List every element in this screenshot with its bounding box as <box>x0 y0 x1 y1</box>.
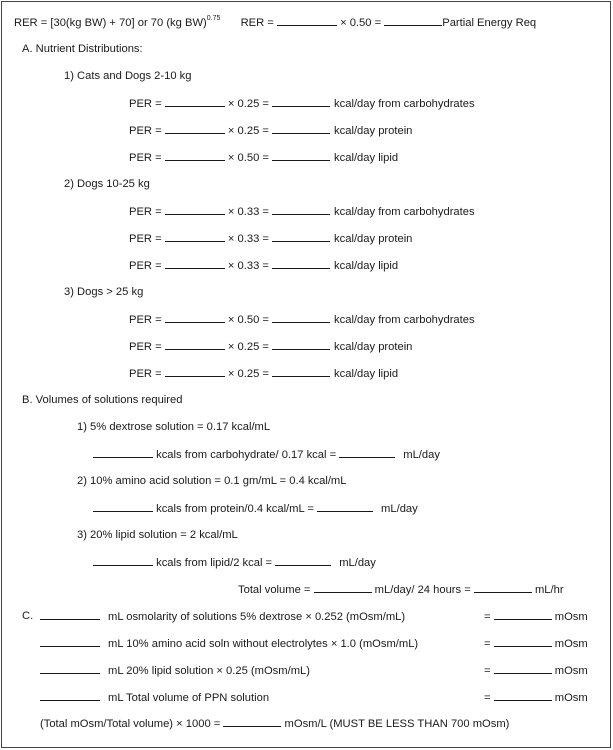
per-factor: × 0.33 = <box>227 233 269 245</box>
per-unit: kcal/day from carbohydrates <box>334 98 475 110</box>
volume-blank[interactable] <box>317 501 373 512</box>
total-volume-row <box>238 582 564 597</box>
per-label: PER = <box>129 314 162 326</box>
partial-energy-blank[interactable] <box>384 15 442 26</box>
osm-result <box>484 636 588 651</box>
section-a-title: A. Nutrient Distributions: <box>22 43 143 55</box>
volume-blank[interactable] <box>339 447 395 458</box>
hourly-rate-blank[interactable] <box>474 582 532 593</box>
per-unit: kcal/day from carbohydrates <box>334 206 475 218</box>
per-row <box>129 150 398 165</box>
per-unit: kcal/day lipid <box>334 152 399 164</box>
ml-blank[interactable] <box>40 663 100 674</box>
per-factor: × 0.50 = <box>227 314 269 326</box>
per-unit: kcal/day from carbohydrates <box>334 314 475 326</box>
solution-heading: 3) 20% lipid solution = 2 kcal/mL <box>77 529 238 541</box>
osm-row <box>40 636 418 651</box>
per-factor: × 0.33 = <box>227 206 269 218</box>
kcal-blank[interactable] <box>272 258 330 269</box>
per-row <box>129 231 412 246</box>
per-row <box>129 366 398 381</box>
per-factor: × 0.50 = <box>227 152 269 164</box>
group-title: 3) Dogs > 25 kg <box>64 286 144 298</box>
worksheet-frame <box>1 1 611 748</box>
rer-factor: × 0.50 = <box>340 17 382 29</box>
mosm-blank[interactable] <box>494 663 552 674</box>
osm-row <box>40 609 405 624</box>
kcal-blank[interactable] <box>272 312 330 323</box>
per-factor: × 0.25 = <box>227 98 269 110</box>
per-unit: kcal/day protein <box>334 233 413 245</box>
final-osmolarity-row <box>40 716 509 731</box>
solution-heading: 2) 10% amino acid solution = 0.1 gm/mL = 0.4 kcal/mL <box>77 475 347 487</box>
per-row <box>129 204 475 219</box>
solution-unit: mL/day <box>381 503 418 515</box>
per-blank[interactable] <box>165 339 225 350</box>
per-label: PER = <box>129 260 162 272</box>
per-factor: × 0.25 = <box>227 368 269 380</box>
kcal-blank[interactable] <box>272 339 330 350</box>
osm-eq: = <box>484 611 491 623</box>
solution-calc-row <box>93 501 418 516</box>
mosm-blank[interactable] <box>494 690 552 701</box>
per-row <box>129 312 475 327</box>
rer-label: RER = <box>240 17 274 29</box>
final-right: mOsm/L (MUST BE LESS THAN 700 mOsm) <box>284 718 510 730</box>
osm-unit: mOsm <box>554 611 588 623</box>
per-unit: kcal/day lipid <box>334 368 399 380</box>
per-label: PER = <box>129 98 162 110</box>
per-row <box>129 258 398 273</box>
per-blank[interactable] <box>165 258 225 269</box>
section-b-title: B. Volumes of solutions required <box>22 394 183 406</box>
per-label: PER = <box>129 341 162 353</box>
per-unit: kcal/day protein <box>334 125 413 137</box>
per-factor: × 0.25 = <box>227 125 269 137</box>
kcal-blank[interactable] <box>272 231 330 242</box>
per-blank[interactable] <box>165 231 225 242</box>
kcal-blank[interactable] <box>272 150 330 161</box>
kcal-blank[interactable] <box>272 366 330 377</box>
solution-unit: mL/day <box>339 557 376 569</box>
per-blank[interactable] <box>165 312 225 323</box>
mosm-blank[interactable] <box>494 636 552 647</box>
osm-eq: = <box>484 638 491 650</box>
solution-heading: 1) 5% dextrose solution = 0.17 kcal/mL <box>77 421 271 433</box>
section-c-prefix: C. <box>22 610 34 622</box>
solution-unit: mL/day <box>403 449 440 461</box>
group-title: 1) Cats and Dogs 2-10 kg <box>64 70 192 82</box>
per-unit: kcal/day lipid <box>334 260 399 272</box>
osm-eq: = <box>484 692 491 704</box>
final-osm-blank[interactable] <box>223 716 281 727</box>
osm-unit: mOsm <box>554 665 588 677</box>
osm-text: mL osmolarity of solutions 5% dextrose × 0.252 (mOsm/mL) <box>108 611 406 623</box>
per-factor: × 0.33 = <box>227 260 269 272</box>
kcal-blank[interactable] <box>272 96 330 107</box>
total-volume-mid: mL/day/ 24 hours = <box>374 584 471 596</box>
rer-formula: RER = [30(kg BW) + 70] or 70 (kg BW) <box>14 17 207 29</box>
per-row <box>129 96 475 111</box>
osm-row <box>40 690 269 705</box>
solution-calc-row <box>93 447 440 462</box>
per-label: PER = <box>129 152 162 164</box>
osm-eq: = <box>484 665 491 677</box>
kcals-blank[interactable] <box>93 555 153 566</box>
rer-exponent: 0.75 <box>206 15 221 22</box>
per-blank[interactable] <box>165 96 225 107</box>
rer-header-row <box>14 15 536 30</box>
volume-blank[interactable] <box>275 555 331 566</box>
per-blank[interactable] <box>165 123 225 134</box>
per-unit: kcal/day protein <box>334 341 413 353</box>
rer-blank[interactable] <box>277 15 337 26</box>
osm-row <box>40 663 310 678</box>
kcals-blank[interactable] <box>93 447 153 458</box>
per-blank[interactable] <box>165 204 225 215</box>
kcals-blank[interactable] <box>93 501 153 512</box>
per-label: PER = <box>129 206 162 218</box>
per-label: PER = <box>129 368 162 380</box>
per-label: PER = <box>129 233 162 245</box>
per-row <box>129 123 412 138</box>
solution-calc: kcals from protein/0.4 kcal/mL = <box>156 503 314 515</box>
osm-text: mL Total volume of PPN solution <box>108 692 270 704</box>
per-row <box>129 339 412 354</box>
osm-text: mL 20% lipid solution × 0.25 (mOsm/mL) <box>108 665 310 677</box>
osm-result <box>484 690 588 705</box>
solution-calc: kcals from lipid/2 kcal = <box>156 557 273 569</box>
per-label: PER = <box>129 125 162 137</box>
osm-result <box>484 663 588 678</box>
osm-result <box>484 609 588 624</box>
partial-energy-label: Partial Energy Req <box>442 17 537 29</box>
total-volume-label: Total volume = <box>238 584 311 596</box>
per-factor: × 0.25 = <box>227 341 269 353</box>
osm-text: mL 10% amino acid soln without electrolytes × 1.0 (mOsm/mL) <box>108 638 419 650</box>
final-left: (Total mOsm/Total volume) × 1000 = <box>40 718 221 730</box>
total-volume-blank[interactable] <box>314 582 372 593</box>
mosm-blank[interactable] <box>494 609 552 620</box>
solution-calc-row <box>93 555 376 570</box>
ml-blank[interactable] <box>40 636 100 647</box>
ml-blank[interactable] <box>40 690 100 701</box>
total-volume-unit: mL/hr <box>534 584 564 596</box>
per-blank[interactable] <box>165 366 225 377</box>
group-title: 2) Dogs 10-25 kg <box>64 178 150 190</box>
kcal-blank[interactable] <box>272 123 330 134</box>
osm-unit: mOsm <box>554 692 588 704</box>
solution-calc: kcals from carbohydrate/ 0.17 kcal = <box>156 449 337 461</box>
ml-blank[interactable] <box>40 609 100 620</box>
kcal-blank[interactable] <box>272 204 330 215</box>
per-blank[interactable] <box>165 150 225 161</box>
osm-unit: mOsm <box>554 638 588 650</box>
